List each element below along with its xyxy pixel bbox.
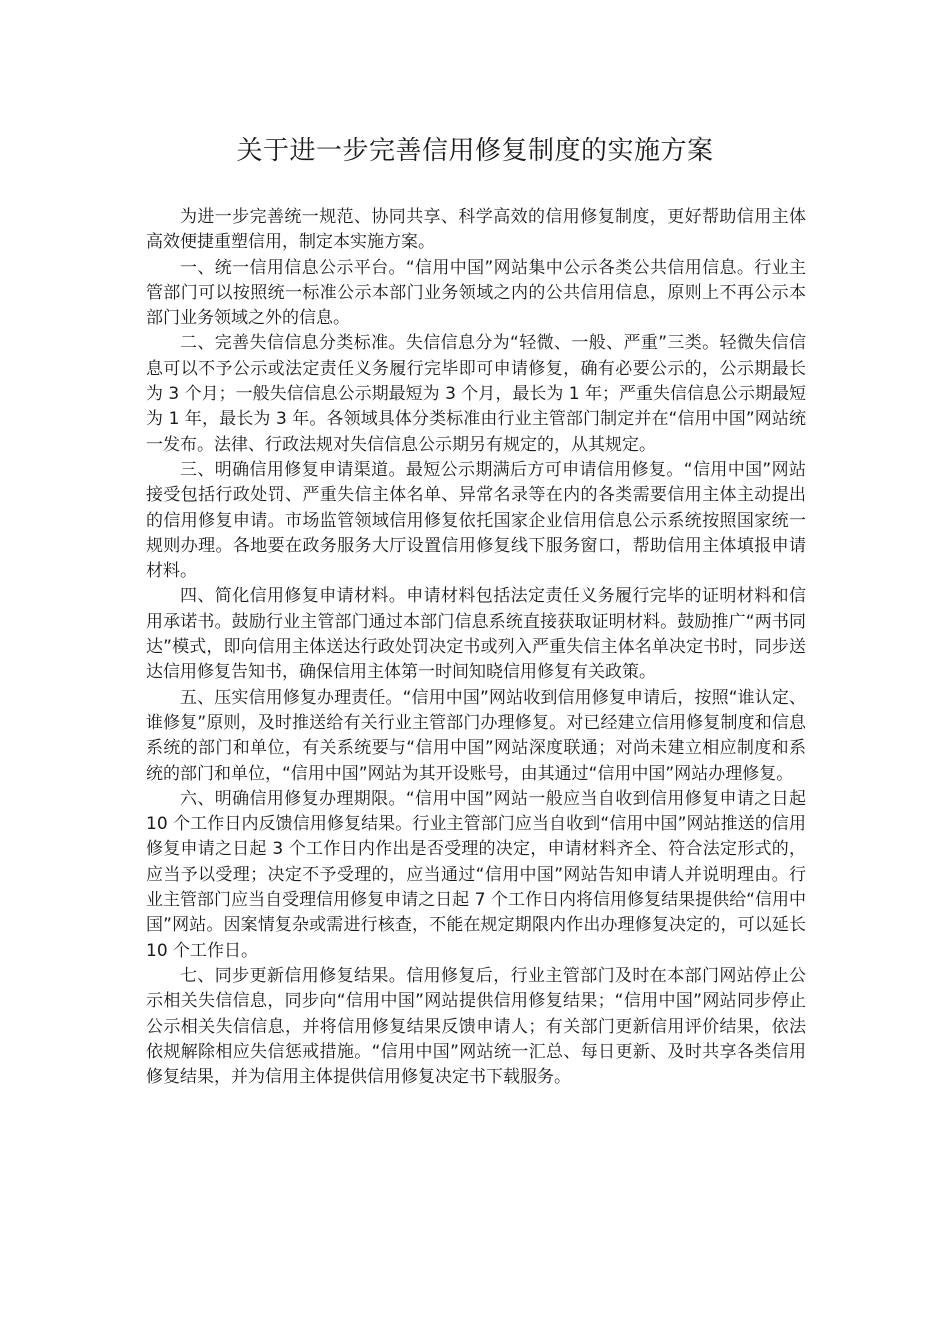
paragraph-section-3: 三、明确信用修复申请渠道。最短公示期满后方可申请信用修复。“信用中国”网站接受包括行政处罚、严重失信主体名单、异常名录等在内的各类需要信用主体主动提出的信用修复申请。市场监管领域信用修复依托国家企业信用信息公示系统按照国家统一规则办理。各地要在政务服务大厅设置信用修复线下服务窗口，帮助信用主体填报申请材料。 bbox=[146, 459, 806, 582]
paragraph-section-4: 四、简化信用修复申请材料。申请材料包括法定责任义务履行完毕的证明材料和信用承诺书。鼓励行业主管部门通过本部门信息系统直接获取证明材料。鼓励推广“两书同达”模式，即向信用主体送达行政处罚决定书或列入严重失信主体名单决定书时，同步送达信用修复告知书，确保信用主体第一时间知晓信用修复有关政策。 bbox=[146, 586, 806, 683]
document-body bbox=[146, 205, 806, 1090]
paragraph-section-5: 五、压实信用修复办理责任。“信用中国”网站收到信用修复申请后，按照“谁认定、谁修复”原则，及时推送给有关行业主管部门办理修复。对已经建立信用修复制度和信息系统的部门和单位，有关系统要与“信用中国”网站深度联通；对尚未建立相应制度和系统的部门和单位，“信用中国”网站为其开设账号，由其通过“信用中国”网站办理修复。 bbox=[146, 687, 806, 784]
paragraph-section-2: 二、完善失信信息分类标准。失信信息分为“轻微、一般、严重”三类。轻微失信信息可以不予公示或法定责任义务履行完毕即可申请修复，确有必要公示的，公示期最长为 3 个月；一般失信信息公示期最短为 3 个月，最长为 1 年；严重失信信息公示期最短为 1 年，最长为 3 年。各领域具体分类标准由行业主管部门制定并在“信用中国”网站统一发布。法律、行政法规对失信信息公示期另有规定的，从其规定。 bbox=[146, 333, 806, 455]
paragraph-section-7: 七、同步更新信用修复结果。信用修复后，行业主管部门及时在本部门网站停止公示相关失信信息，同步向“信用中国”网站提供信用修复结果；“信用中国”网站同步停止公示相关失信信息，并将信用修复结果反馈申请人；有关部门更新信用评价结果，依法依规解除相应失信惩戒措施。“信用中国”网站统一汇总、每日更新、及时共享各类信用修复结果，并为信用主体提供信用修复决定书下载服务。 bbox=[146, 965, 806, 1088]
paragraph-section-1: 一、统一信用信息公示平台。“信用中国”网站集中公示各类公共信用信息。行业主管部门可以按照统一标准公示本部门业务领域之内的公共信用信息，原则上不再公示本部门业务领域之外的信息。 bbox=[146, 257, 806, 329]
page-title: 关于进一步完善信用修复制度的实施方案 bbox=[236, 136, 714, 166]
paragraph-section-6: 六、明确信用修复办理期限。“信用中国”网站一般应当自收到信用修复申请之日起 10 个工作日内反馈信用修复结果。行业主管部门应当自收到“信用中国”网站推送的信用修复申请之日起 3 个工作日内作出是否受理的决定，申请材料齐全、符合法定形式的，应当予以受理；决定不予受理的，应当通过“信用中国”网站告知申请人并说明理由。行业主管部门应当自受理信用修复申请之日起 7 个工作日内将信用修复结果提供给“信用中国”网站。因案情复杂或需进行核查，不能在规定期限内作出办理修复决定的，可以延长 10 个工作日。 bbox=[146, 788, 806, 961]
paragraph-intro: 为进一步完善统一规范、协同共享、科学高效的信用修复制度，更好帮助信用主体高效便捷重塑信用，制定本实施方案。 bbox=[146, 207, 806, 253]
